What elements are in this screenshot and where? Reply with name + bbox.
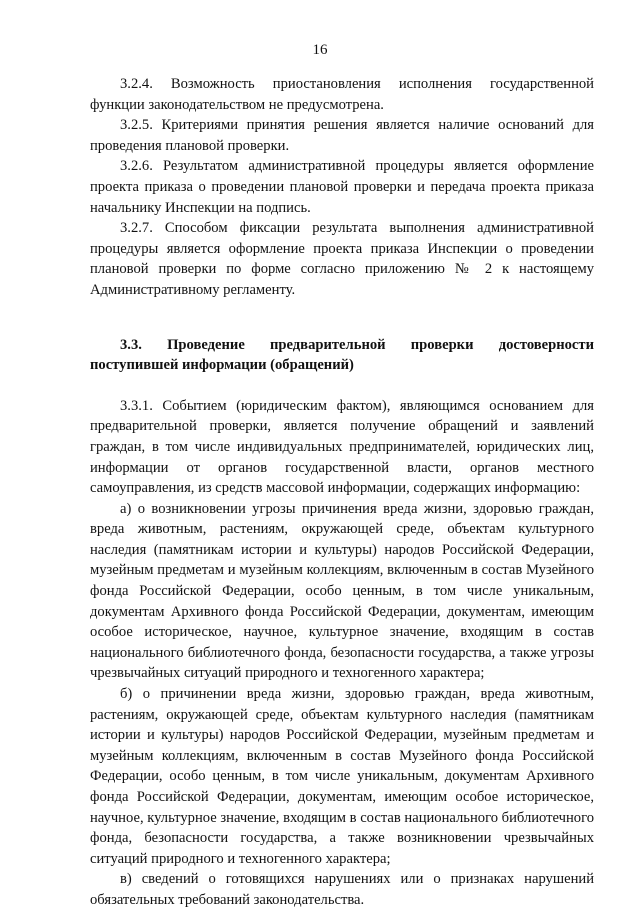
list-item-a: а) о возникновении угрозы причинения вреда жизни, здоровью граждан, вреда животным, растениям, окружающей среде, объектам культурного наследия (памятникам истории и культуры) народов Российской Федерации, музейным предметам и музейным коллекциям, включенным в состав Музейного фонда Российской Федерации, особо ценным, в том числе уникальным, документам Архивного фонда Российской Федерации, документам, имеющим особое историческое, научное, культурное значение, входящим в состав национального библиотечного фонда, безопасности государства, а также угрозы чрезвычайных ситуаций природного и техногенного характера; xyxy=(90,500,594,682)
spacer xyxy=(90,376,594,396)
document-body xyxy=(90,74,594,911)
list-item-b: б) о причинении вреда жизни, здоровью граждан, вреда животным, растениям, окружающей среде, объектам культурного наследия (памятникам истории и культуры) народов Российской Федерации, музейным предметам и музейным коллекциям, включенным в состав Музейного фонда Российской Федерации, особо ценным, в том числе уникальным, документам Архивного фонда Российской Федерации, документам, имеющим особое историческое, научное, культурное значение, входящим в состав национального библиотечного фонда, безопасности государства, а также возникновении чрезвычайных ситуаций природного и техногенного характера; xyxy=(90,686,594,867)
spacer xyxy=(90,301,594,335)
paragraph-3-2-5: 3.2.5. Критериями принятия решения является наличие оснований для проведения плановой проверки. xyxy=(90,117,594,154)
paragraph-3-2-6: 3.2.6. Результатом административной процедуры является оформление проекта приказа о проведении плановой проверки и передача проекта приказа начальнику Инспекции на подпись. xyxy=(90,158,594,216)
paragraph-3-2-7: 3.2.7. Способом фиксации результата выполнения административной процедуры является оформление проекта приказа Инспекции о проведении плановой проверки по форме согласно приложению № 2 к настоящему Административному регламенту. xyxy=(90,220,594,298)
page-number: 16 xyxy=(312,42,328,58)
paragraph-3-3-1: 3.3.1. Событием (юридическим фактом), являющимся основанием для предварительной проверки, является получение обращений и заявлений граждан, в том числе индивидуальных предпринимателей, юридических лиц, информации от органов государственной власти, органов местного самоуправления, из средств массовой информации, содержащих информацию: xyxy=(90,397,594,497)
list-item-v: в) сведений о готовящихся нарушениях или о признаках нарушений обязательных требований законодательства. xyxy=(90,871,594,908)
section-heading-3-3: 3.3. Проведение предварительной проверки достоверности поступившей информации (обращений) xyxy=(90,336,594,374)
paragraph-3-2-4: 3.2.4. Возможность приостановления исполнения государственной функции законодательством не предусмотрена. xyxy=(90,76,594,113)
